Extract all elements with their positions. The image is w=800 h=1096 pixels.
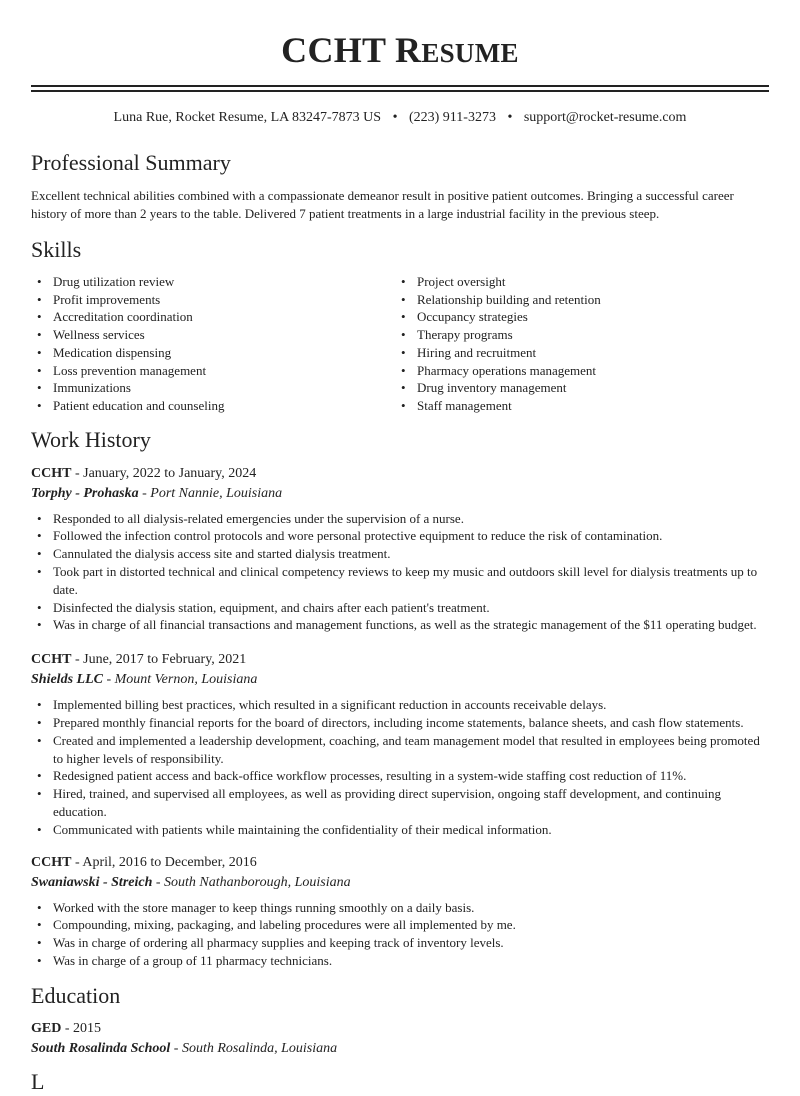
section-heading-summary: Professional Summary <box>31 150 231 175</box>
job-bullet: • Took part in distorted technical and clinical competency reviews to keep my music and outdoors skill level for dialysis treatments up to date. <box>31 563 769 599</box>
job-company-line <box>31 670 769 690</box>
job-title-line <box>31 464 769 484</box>
job-bullet: • Cannulated the dialysis access site and started dialysis treatment. <box>31 545 769 563</box>
job-bullets <box>31 510 769 635</box>
job-bullet: • Responded to all dialysis-related emergencies under the supervision of a nurse. <box>31 510 769 528</box>
contact-email[interactable]: support@rocket-resume.com <box>523 110 687 125</box>
job-bullet: • Compounding, mixing, packaging, and labeling procedures were all implemented by me. <box>31 916 769 934</box>
skill-item: • Pharmacy operations management <box>395 362 759 380</box>
skill-item: • Wellness services <box>31 326 395 344</box>
section-heading-education: Education <box>31 982 121 1008</box>
job-bullet: • Worked with the store manager to keep things running smoothly on a daily basis. <box>31 899 769 917</box>
job-bullets <box>31 696 769 838</box>
education-location: - South Rosalinda, Louisiana <box>170 1040 338 1056</box>
job-company: Swaniawski - Streich <box>31 874 153 890</box>
education-degree-line <box>31 1019 769 1039</box>
title-small-caps: ESUME <box>421 38 519 68</box>
skill-item: • Medication dispensing <box>31 344 395 362</box>
job-title: CCHT <box>31 854 72 870</box>
job-location: - Port Nannie, Louisiana <box>138 485 283 501</box>
section-heading-next: L <box>31 1068 45 1094</box>
job-bullet: • Prepared monthly financial reports for the board of directors, including income statements, balance sheets, and cash flow statements. <box>31 714 769 732</box>
job-title-line <box>31 853 769 873</box>
education-school: South Rosalinda School <box>31 1040 171 1056</box>
job-title: CCHT <box>31 652 72 668</box>
skill-item: • Patient education and counseling <box>31 397 395 415</box>
skill-item: • Therapy programs <box>395 326 759 344</box>
job-company: Shields LLC <box>31 672 103 688</box>
job-dates: - January, 2022 to January, 2024 <box>71 465 257 481</box>
skills-columns <box>31 273 769 415</box>
job-entry <box>31 853 769 970</box>
skill-item: • Drug inventory management <box>395 379 759 397</box>
section-heading-work-history: Work History <box>31 426 151 452</box>
skill-item: • Immunizations <box>31 379 395 397</box>
job-company-line <box>31 484 769 504</box>
job-entry <box>31 464 769 635</box>
job-bullet: • Communicated with patients while maintaining the confidentiality of their medical information. <box>31 821 769 839</box>
job-bullet: • Created and implemented a leadership development, coaching, and team management model that resulted in employees being promoted to higher levels of responsibility. <box>31 732 769 768</box>
job-bullet: • Hired, trained, and supervised all employees, as well as providing direct supervision, ongoing staff development, and continuing education. <box>31 785 769 821</box>
job-bullets <box>31 899 769 970</box>
contact-separator: • <box>392 110 398 125</box>
skill-item: • Project oversight <box>395 273 759 291</box>
skill-item: • Drug utilization review <box>31 273 395 291</box>
job-bullet: • Disinfected the dialysis station, equipment, and chairs after each patient's treatment. <box>31 599 769 617</box>
job-location: - Mount Vernon, Louisiana <box>102 672 258 688</box>
job-bullet: • Was in charge of a group of 11 pharmacy technicians. <box>31 952 769 970</box>
education-school-line <box>31 1039 769 1059</box>
contact-line <box>31 108 769 128</box>
job-location: - South Nathanborough, Louisiana <box>152 874 351 890</box>
skills-list-left <box>31 273 395 415</box>
summary-text: Excellent technical abilities combined with a compassionate demeanor result in positive patient outcomes. Bringing a successful career history of more than 2 years to the table. Delivered 7 patient treatments in a large industrial facility in the previous steep. <box>31 188 734 221</box>
job-title: CCHT <box>31 465 72 481</box>
contact-phone: (223) 911-3273 <box>408 110 496 125</box>
education-year: - 2015 <box>61 1020 102 1036</box>
skill-item: • Loss prevention management <box>31 362 395 380</box>
job-title-line <box>31 650 769 670</box>
job-dates: - April, 2016 to December, 2016 <box>71 854 257 870</box>
resume-title <box>31 28 769 75</box>
job-company-line <box>31 873 769 893</box>
skill-item: • Relationship building and retention <box>395 291 759 309</box>
education-degree: GED <box>31 1020 62 1036</box>
skill-item: • Occupancy strategies <box>395 308 759 326</box>
skill-item: • Staff management <box>395 397 759 415</box>
job-bullet: • Redesigned patient access and back-office workflow processes, resulting in a system-wide staffing cost reduction of 11%. <box>31 767 769 785</box>
job-bullet: • Followed the infection control protocols and wore personal protective equipment to reduce the risk of contamination. <box>31 527 769 545</box>
contact-address: Luna Rue, Rocket Resume, LA 83247-7873 US <box>113 110 382 125</box>
job-bullet: • Implemented billing best practices, which resulted in a significant reduction in accounts receivable delays. <box>31 696 769 714</box>
job-bullet: • Was in charge of ordering all pharmacy supplies and keeping track of inventory levels. <box>31 934 769 952</box>
skill-item: • Accreditation coordination <box>31 308 395 326</box>
job-company: Torphy - Prohaska <box>31 485 139 501</box>
header-rule-bottom <box>31 90 769 92</box>
job-bullet: • Was in charge of all financial transactions and management functions, as well as the strategic management of the $11 operating budget. <box>31 616 769 634</box>
contact-separator: • <box>507 110 513 125</box>
skills-list-right <box>395 273 759 415</box>
skill-item: • Hiring and recruitment <box>395 344 759 362</box>
job-dates: - June, 2017 to February, 2021 <box>71 652 247 668</box>
section-heading-skills: Skills <box>31 237 82 262</box>
job-entry <box>31 650 769 838</box>
skill-item: • Profit improvements <box>31 291 395 309</box>
title-main: CCHT R <box>281 30 422 70</box>
resume-page <box>31 0 769 1096</box>
